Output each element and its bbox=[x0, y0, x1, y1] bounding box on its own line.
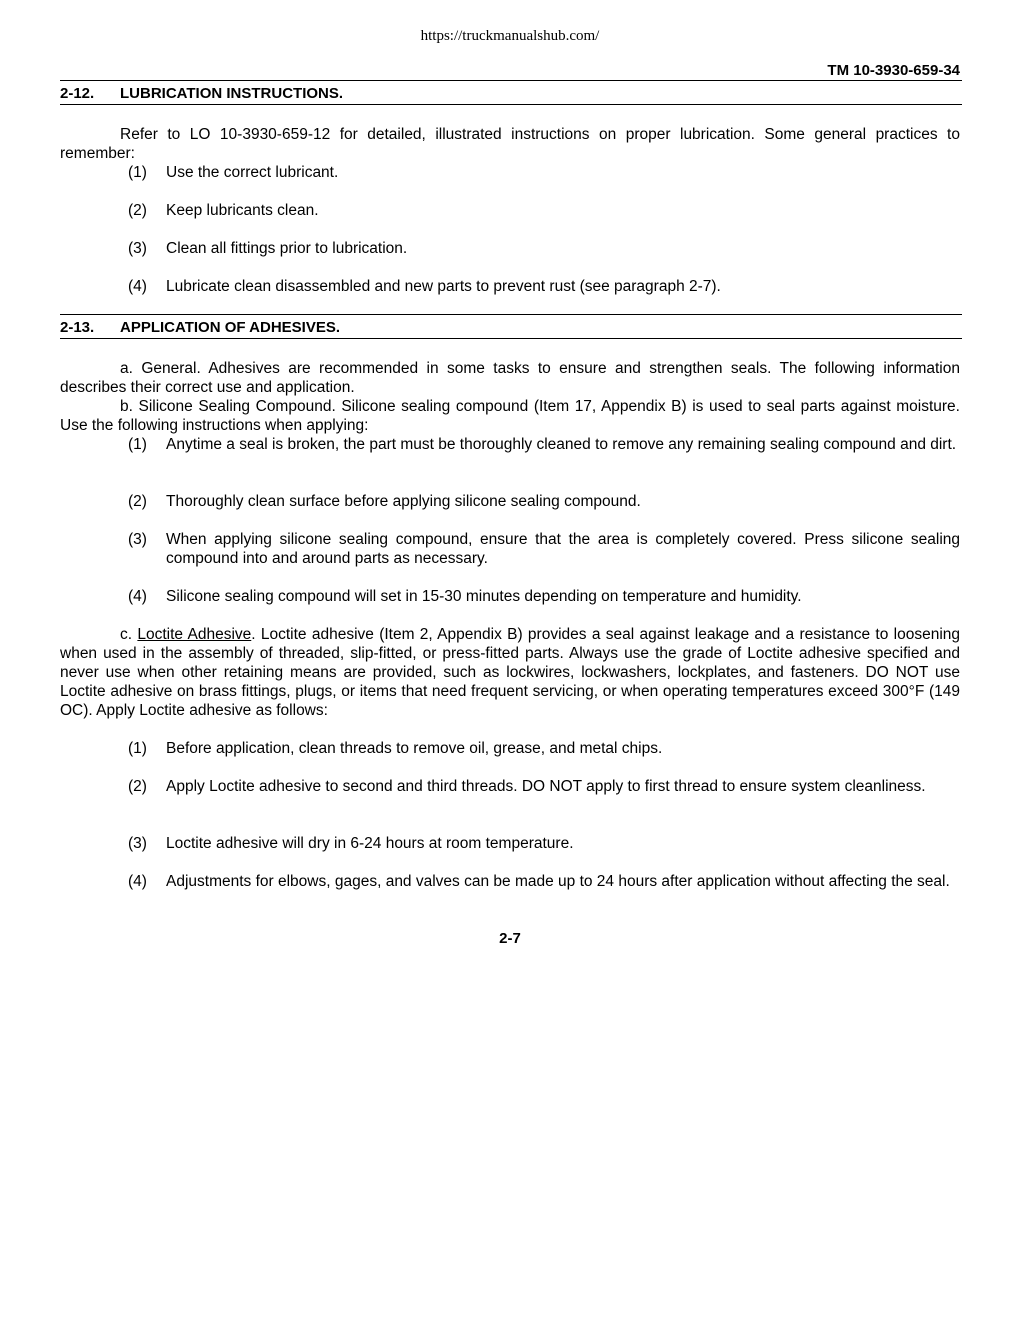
list-item bbox=[60, 777, 960, 796]
list-text: Silicone sealing compound will set in 15-30 minutes depending on temperature and humidity. bbox=[166, 588, 802, 605]
list-text: Clean all fittings prior to lubrication. bbox=[166, 240, 408, 257]
list-item bbox=[128, 834, 960, 853]
list-item bbox=[128, 277, 960, 296]
list-item bbox=[128, 530, 960, 568]
list-item bbox=[128, 201, 960, 220]
list-item bbox=[128, 587, 960, 606]
list-marker: (3) bbox=[128, 531, 147, 548]
list-text: Use the correct lubricant. bbox=[166, 164, 339, 181]
lubrication-intro: Refer to LO 10-3930-659-12 for detailed, illustrated instructions on proper lubrication. Some general practices to remember: bbox=[60, 126, 960, 162]
page-number: 2-7 bbox=[499, 930, 521, 947]
section-title: LUBRICATION INSTRUCTIONS. bbox=[120, 85, 344, 102]
section-rule-bottom bbox=[60, 338, 962, 339]
section-rule-top bbox=[60, 80, 962, 81]
source-url: https://truckmanualshub.com/ bbox=[420, 28, 600, 44]
list-marker: (1) bbox=[128, 164, 147, 181]
list-marker: (4) bbox=[128, 873, 147, 890]
list-text: Anytime a seal is broken, the part must be thoroughly cleaned to remove any remaining sealing compound and dirt. bbox=[166, 436, 957, 453]
list-text: Thoroughly clean surface before applying silicone sealing compound. bbox=[166, 493, 641, 510]
loctite-title: Loctite Adhesive bbox=[137, 626, 252, 643]
list-text: Apply Loctite adhesive to second and third threads. DO NOT apply to first thread to ensure system cleanliness. bbox=[166, 778, 926, 795]
list-text: Lubricate clean disassembled and new parts to prevent rust (see paragraph 2-7). bbox=[166, 278, 721, 295]
list-item bbox=[128, 435, 960, 454]
general-paragraph: a. General. Adhesives are recommended in some tasks to ensure and strengthen seals. The following information describes their correct use and application. bbox=[60, 360, 960, 396]
section-title: APPLICATION OF ADHESIVES. bbox=[120, 319, 341, 336]
list-text: Keep lubricants clean. bbox=[166, 202, 319, 219]
silicone-paragraph: b. Silicone Sealing Compound. Silicone sealing compound (Item 17, Appendix B) is used to seal parts against moisture. Use the following instructions when applying: bbox=[60, 398, 960, 434]
list-item bbox=[128, 239, 960, 258]
section-number: 2-12. bbox=[60, 85, 95, 102]
list-marker: (2) bbox=[128, 778, 147, 795]
list-text: Before application, clean threads to remove oil, grease, and metal chips. bbox=[166, 740, 663, 757]
list-text: Loctite adhesive will dry in 6-24 hours at room temperature. bbox=[166, 835, 574, 852]
list-marker: (4) bbox=[128, 588, 147, 605]
section-number: 2-13. bbox=[60, 319, 95, 336]
list-item bbox=[128, 163, 960, 182]
list-text: When applying silicone sealing compound, ensure that the area is completely covered. Press silicone sealing compound into and around parts as necessary. bbox=[166, 531, 960, 567]
list-marker: (1) bbox=[128, 740, 147, 757]
list-item bbox=[128, 739, 960, 758]
loctite-body: . Loctite adhesive (Item 2, Appendix B) provides a seal against leakage and a resistance to loosening when used in the assembly of threaded, slip-fitted, or press-fitted parts. Always use the grade of Loctite adhesive specified and never use when other retaining means are provided, such as lockwires, lockwashers, lockplates, and fasteners. DO NOT use Loctite adhesive on brass fittings, plugs, or items that need frequent servicing, or when operating temperatures exceed 300°F (149 OC). Apply Loctite adhesive as follows: bbox=[60, 626, 961, 719]
list-text: Adjustments for elbows, gages, and valves can be made up to 24 hours after application without affecting the seal. bbox=[166, 873, 950, 890]
list-marker: (3) bbox=[128, 835, 147, 852]
loctite-paragraph bbox=[60, 625, 960, 720]
section-rule-bottom bbox=[60, 104, 962, 105]
list-marker: (2) bbox=[128, 202, 147, 219]
list-marker: (4) bbox=[128, 278, 147, 295]
section-rule-top bbox=[60, 314, 962, 315]
list-item bbox=[60, 872, 960, 891]
list-marker: (1) bbox=[128, 436, 147, 453]
list-item bbox=[128, 492, 960, 511]
list-marker: (2) bbox=[128, 493, 147, 510]
document-number: TM 10-3930-659-34 bbox=[827, 62, 960, 79]
list-marker: (3) bbox=[128, 240, 147, 257]
loctite-prefix: c. bbox=[120, 626, 138, 643]
